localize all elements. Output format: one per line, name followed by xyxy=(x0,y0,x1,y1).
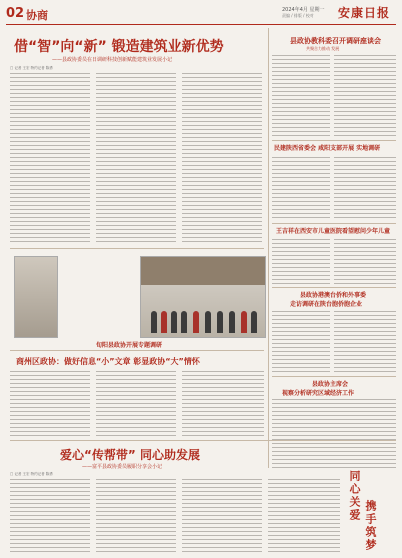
divider xyxy=(272,140,396,141)
r3-body-col1 xyxy=(272,238,330,284)
r5-headline-line2: 视察分析研究区域经济工作 xyxy=(282,390,355,397)
r2-body-col2 xyxy=(334,156,396,220)
masthead xyxy=(0,0,402,26)
divider xyxy=(272,223,396,224)
side-photo xyxy=(14,256,58,338)
masthead-rule xyxy=(6,24,396,25)
divider xyxy=(272,287,396,288)
person-figure xyxy=(171,311,177,333)
person-figure xyxy=(193,311,199,333)
lead-headline: 借“智”向“新” 锻造建筑业新优势 xyxy=(14,39,224,55)
mid-body-col3 xyxy=(182,370,264,436)
page-number: 02 xyxy=(6,6,25,21)
bottom-subheadline: ——富平县政协委员履职分享会小记 xyxy=(82,464,163,470)
mid-body-col1 xyxy=(10,370,90,436)
divider xyxy=(10,350,264,351)
person-figure xyxy=(205,311,211,333)
bottom-body-col3 xyxy=(182,478,262,552)
lead-body-col2 xyxy=(96,72,176,242)
bottom-byline: □ 记者 王宏 特约记者 陈勇 xyxy=(10,472,53,476)
r1-subheadline: 共聚合力推动 发展 xyxy=(306,46,340,51)
group-photo xyxy=(140,256,266,338)
paper-logo: 安康日报 xyxy=(338,6,391,20)
r4-body-col1 xyxy=(272,310,330,372)
r1-headline: 县政协教科委召开调研座谈会 xyxy=(290,37,381,45)
issue-date: 2024年4月 星期一 xyxy=(282,7,325,13)
lead-body-col3 xyxy=(182,72,262,242)
divider xyxy=(272,376,396,377)
r3-body-col2 xyxy=(334,238,396,284)
bottom-body-col1 xyxy=(10,478,90,552)
r5-body xyxy=(272,398,396,468)
person-figure xyxy=(181,311,187,333)
mid-body-col2 xyxy=(96,370,176,436)
column-divider xyxy=(268,28,269,468)
person-figure xyxy=(217,311,223,333)
photo-backdrop xyxy=(141,257,265,285)
r2-body-col1 xyxy=(272,156,330,220)
r4-body-col2 xyxy=(334,310,396,372)
r5-headline: 县政协主席会 xyxy=(312,381,349,388)
person-figure xyxy=(151,311,157,333)
lead-subheadline: ——县政协委员在日调研科技创新赋能建筑业发展小记 xyxy=(52,57,173,63)
mid-headline: 商州区政协：做好信息“小”文章 彰显政协“大”情怀 xyxy=(16,357,200,366)
r2-headline: 民建陕西省委会 咸阳支部开展 实地调研 xyxy=(274,145,381,152)
section-name: 协商 xyxy=(26,9,48,22)
lead-body-col1 xyxy=(10,72,90,242)
person-figure xyxy=(251,311,257,333)
person-figure xyxy=(229,311,235,333)
photo-text-block xyxy=(60,258,138,320)
r4-headline-line2: 走访调研在陕台胞侨胞企业 xyxy=(290,301,363,308)
r1-body-col2 xyxy=(334,54,396,136)
person-figure xyxy=(241,311,247,333)
r4-headline: 县政协港澳台侨和外事委 xyxy=(300,292,367,299)
r3-headline: 王吉祥在西安市儿童医院看望慰问少年儿童 xyxy=(276,228,391,235)
bottom-body-col2 xyxy=(96,478,176,552)
bottom-body-col4 xyxy=(268,478,340,552)
r1-body-col1 xyxy=(272,54,330,136)
sidebar-title-1: 同心关爱 xyxy=(348,470,361,522)
photo-caption: 旬阳县政协开展专题调研 xyxy=(96,342,163,349)
bottom-headline: 爱心“传帮带” 同心助发展 xyxy=(60,448,200,462)
lead-byline: □ 记者 王宏 特约记者 陈勇 xyxy=(10,66,53,70)
divider xyxy=(10,248,264,249)
editor-line: 责编 / 排版 / 校对 xyxy=(282,13,314,18)
person-figure xyxy=(161,311,167,333)
divider xyxy=(10,440,396,441)
sidebar-title-2: 携手筑梦 xyxy=(364,500,377,552)
